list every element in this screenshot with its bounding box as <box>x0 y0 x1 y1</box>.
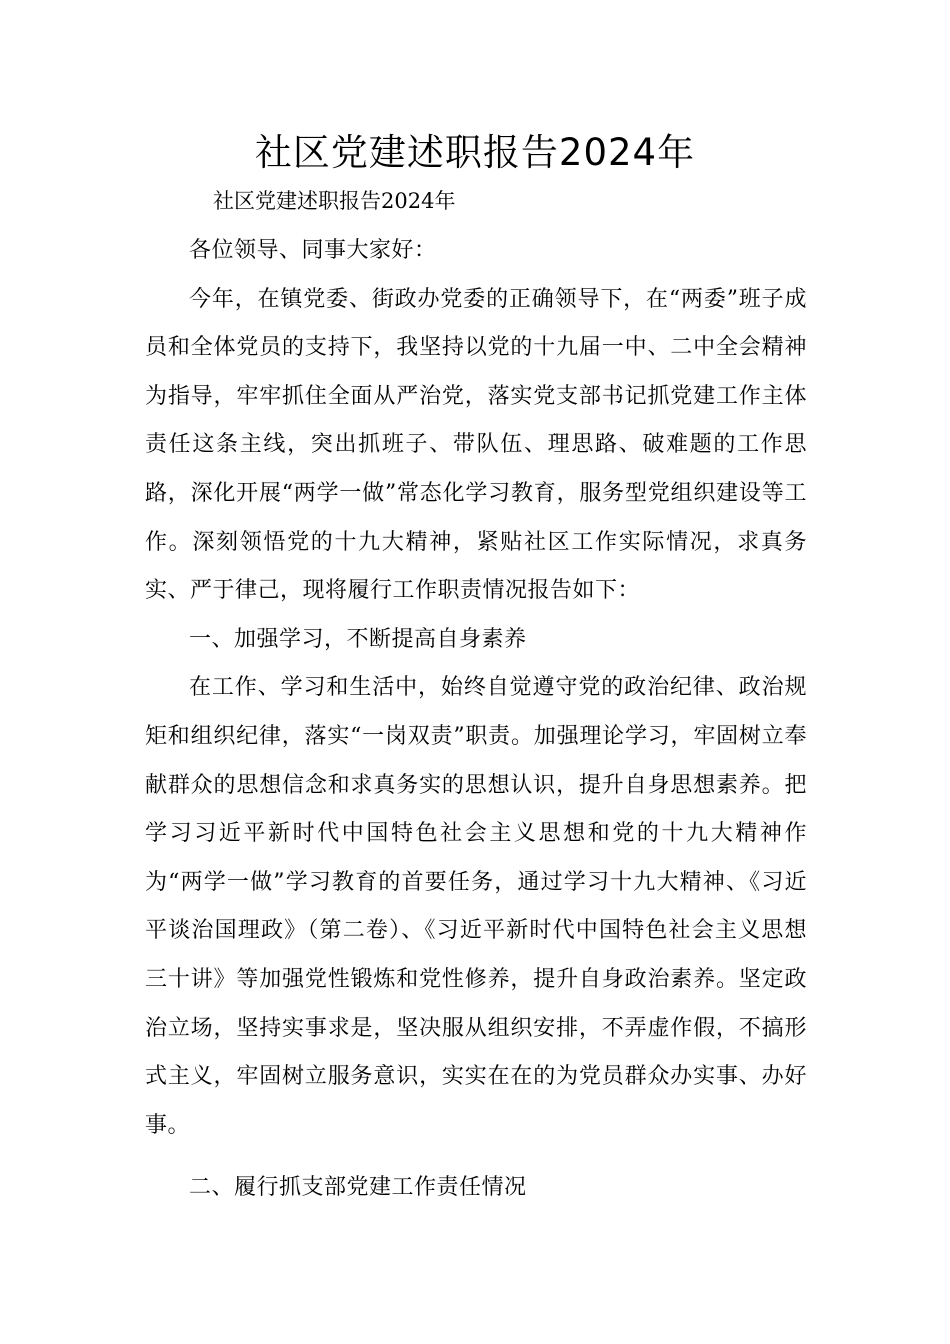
section-heading-2: 二、履行抓支部党建工作责任情况 <box>189 1175 527 1201</box>
document-body <box>145 227 807 1213</box>
section-heading-1: 一、加强学习，不断提高自身素养 <box>189 626 527 652</box>
greeting-paragraph: 各位领导、同事大家好： <box>189 238 437 263</box>
document-subtitle: 社区党建述职报告2024年 <box>213 189 456 213</box>
section-1-paragraph: 在工作、学习和生活中，始终自觉遵守党的政治纪律、政治规矩和组织纪律，落实“一岗双责”职责。加强理论学习，牢固树立奉献群众的思想信念和求真务实的思想认识，提升自身思想素养。把学习习近平新时代中国特色社会主义思想和党的十九大精神作为“两学一做”学习教育的首要任务，通过学习十九大精神、《习近平谈治国理政》（第二卷）、《习近平新时代中国特色社会主义思想三十讲》等加强党性锻炼和党性修养，提升自身政治素养。坚定政治立场，坚持实事求是，坚决服从组织安排，不弄虚作假，不搞形式主义，牢固树立服务意识，实实在在的为党员群众办实事、办好事。 <box>145 675 807 1138</box>
intro-paragraph: 今年，在镇党委、街政办党委的正确领导下，在“两委”班子成员和全体党员的支持下，我坚持以党的十九届一中、二中全会精神为指导，牢牢抓住全面从严治党，落实党支部书记抓党建工作主体责任这条主线，突出抓班子、带队伍、理思路、破难题的工作思路，深化开展“两学一做”常态化学习教育，服务型党组织建设等工作。深刻领悟党的十九大精神，紧贴社区工作实际情况，求真务实、严于律己，现将履行工作职责情况报告如下： <box>145 286 807 604</box>
document-title: 社区党建述职报告2024年 <box>254 131 696 174</box>
